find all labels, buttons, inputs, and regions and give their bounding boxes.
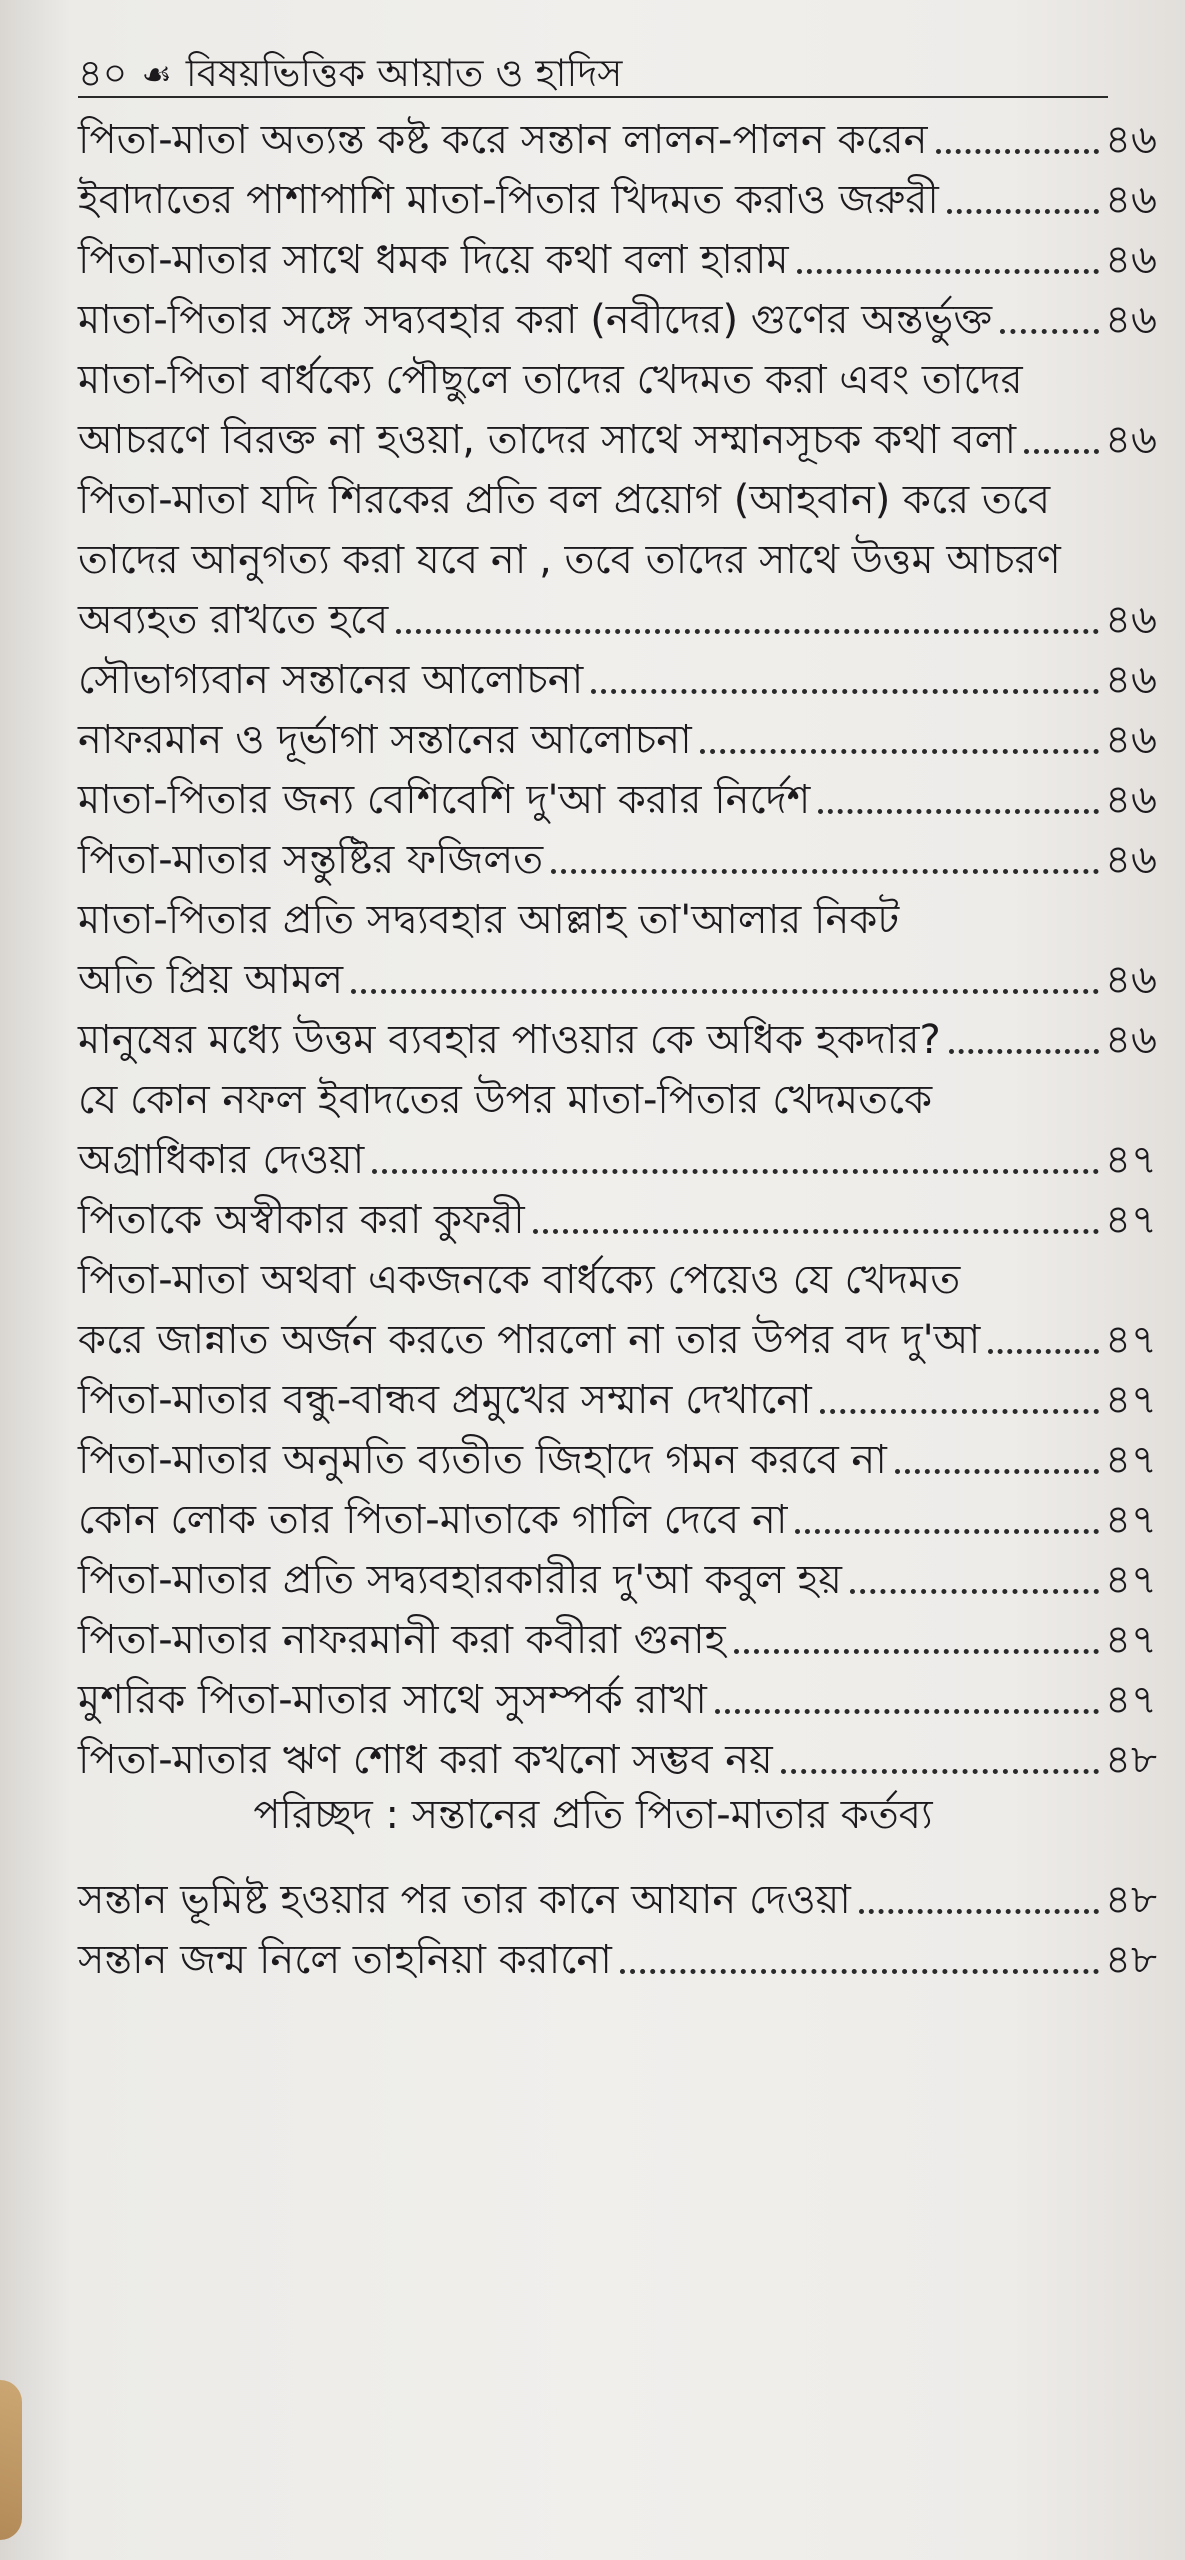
toc-entry-page: ৪৭ — [1105, 1677, 1157, 1723]
dot-leader — [795, 1529, 1099, 1534]
toc-entry-page: ৪৭ — [1105, 1437, 1157, 1483]
header-title: বিষয়ভিত্তিক আয়াত ও হাদিস — [185, 51, 623, 95]
toc-entry-page: ৪৭ — [1105, 1557, 1157, 1603]
dot-leader — [1024, 449, 1099, 454]
toc-entry-title: মাতা-পিতার সঙ্গে সদ্ব্যবহার করা (নবীদের) গুণের অন্তর্ভুক্ত — [78, 297, 993, 343]
toc-entry-title: সন্তান ভূমিষ্ট হওয়ার পর তার কানে আযান দেওয়া — [78, 1877, 851, 1923]
header-page-number: ৪০ — [78, 51, 128, 95]
dot-leader — [797, 269, 1099, 274]
toc-entry-title: পিতা-মাতা অত্যন্ত কষ্ট করে সন্তান লালন-পালন করেন — [78, 117, 928, 163]
toc-entry-title: পিতা-মাতার বন্ধু-বান্ধব প্রমুখের সম্মান দেখানো — [78, 1377, 812, 1423]
toc-entry — [78, 1360, 1185, 1423]
toc-entry — [78, 400, 1185, 463]
toc-entry-title: মাতা-পিতার প্রতি সদ্ব্যবহার আল্লাহ তা'আলার নিকট — [78, 897, 900, 943]
toc-entry-page: ৪৬ — [1105, 657, 1157, 703]
toc-entry — [78, 1600, 1185, 1663]
toc-entry-title: আচরণে বিরক্ত না হওয়া, তাদের সাথে সম্মানসূচক কথা বলা — [78, 417, 1017, 463]
toc-entry-page: ৪৭ — [1105, 1617, 1157, 1663]
toc-entry — [78, 340, 1185, 403]
toc-entry — [78, 1240, 1185, 1303]
toc-entry — [78, 220, 1185, 283]
dot-leader — [818, 809, 1099, 814]
toc-entry-page: ৪৮ — [1105, 1737, 1157, 1783]
toc-entry-page: ৪৭ — [1105, 1377, 1157, 1423]
toc-entry — [78, 1860, 1185, 1923]
toc-entry-page: ৪৬ — [1105, 417, 1157, 463]
toc-entry — [78, 460, 1185, 523]
toc-entry-title: পিতা-মাতার নাফরমানী করা কবীরা গুনাহ — [78, 1617, 726, 1663]
toc-entry-page: ৪৬ — [1105, 717, 1157, 763]
toc-entry — [78, 1000, 1185, 1063]
toc-entry-title: অগ্রাধিকার দেওয়া — [78, 1137, 365, 1183]
running-header — [78, 30, 1108, 95]
toc-entry-title: সৌভাগ্যবান সন্তানের আলোচনা — [78, 657, 584, 703]
dot-leader — [591, 689, 1099, 694]
toc-entry — [78, 760, 1185, 823]
ornament-icon: ☙ — [141, 55, 172, 95]
toc-entry-page: ৪৬ — [1105, 777, 1157, 823]
toc-entry-title: পিতাকে অস্বীকার করা কুফরী — [78, 1197, 525, 1243]
toc-entry-title: করে জান্নাত অর্জন করতে পারলো না তার উপর বদ দু'আ — [78, 1317, 981, 1363]
toc-entry — [78, 280, 1185, 343]
toc-entry — [78, 100, 1185, 163]
toc-entry-page: ৪৭ — [1105, 1197, 1157, 1243]
toc-entry — [78, 1180, 1185, 1243]
toc-entry-page: ৪৬ — [1105, 1017, 1157, 1063]
toc-entry — [78, 580, 1185, 643]
toc-entry — [78, 520, 1185, 583]
dot-leader — [947, 209, 1099, 214]
dot-leader — [988, 1349, 1099, 1354]
toc-entry-page: ৪৭ — [1105, 1137, 1157, 1183]
toc-entry — [78, 1120, 1185, 1183]
toc-entry-title: কোন লোক তার পিতা-মাতাকে গালি দেবে না — [78, 1497, 788, 1543]
toc-entry-page: ৪৭ — [1105, 1317, 1157, 1363]
toc-entry-page: ৪৬ — [1105, 597, 1157, 643]
dot-leader — [715, 1709, 1099, 1714]
toc-entry — [78, 1300, 1185, 1363]
section-heading: পরিচ্ছদ : সন্তানের প্রতি পিতা-মাতার কর্তব্য — [253, 1792, 933, 1838]
toc-entry-title: পিতা-মাতার সাথে ধমক দিয়ে কথা বলা হারাম — [78, 237, 789, 283]
toc-entry — [78, 1660, 1185, 1723]
toc-entry — [78, 1060, 1185, 1123]
dot-leader — [895, 1469, 1099, 1474]
toc-entry — [78, 640, 1185, 703]
toc-entry-title: অব্যহত রাখতে হবে — [78, 597, 389, 643]
toc-entry-title: পিতা-মাতার ঋণ শোধ করা কখনো সম্ভব নয় — [78, 1737, 773, 1783]
toc-entry-page: ৪৬ — [1105, 837, 1157, 883]
toc-entry — [78, 940, 1185, 1003]
dot-leader — [396, 629, 1099, 634]
toc-entry-title: পিতা-মাতার অনুমতি ব্যতীত জিহাদে গমন করবে না — [78, 1437, 887, 1483]
header-rule — [78, 96, 1108, 98]
toc-entry — [78, 700, 1185, 763]
toc-entry — [78, 1540, 1185, 1603]
dot-leader — [850, 1589, 1099, 1594]
toc-entry-page: ৪৮ — [1105, 1877, 1157, 1923]
dot-leader — [351, 989, 1099, 994]
toc-entry-page: ৪৭ — [1105, 1497, 1157, 1543]
toc-entry — [78, 1720, 1185, 1783]
toc-entry-title: মুশরিক পিতা-মাতার সাথে সুসম্পর্ক রাখা — [78, 1677, 707, 1723]
toc-entry-title: পিতা-মাতার সন্তুষ্টির ফজিলত — [78, 837, 544, 883]
toc-entry — [78, 880, 1185, 943]
toc-entry-title: ইবাদাতের পাশাপাশি মাতা-পিতার খিদমত করাও জরুরী — [78, 177, 939, 223]
dot-leader — [700, 749, 1099, 754]
dot-leader — [949, 1049, 1099, 1054]
dot-leader — [551, 869, 1099, 874]
toc-entry-title: পিতা-মাতা অথবা একজনকে বার্ধক্যে পেয়েও যে খেদমত — [78, 1257, 961, 1303]
toc-entry — [78, 1920, 1185, 1983]
dot-leader — [820, 1409, 1099, 1414]
toc-entry-title: যে কোন নফল ইবাদতের উপর মাতা-পিতার খেদমতকে — [78, 1077, 933, 1123]
toc-entry — [78, 160, 1185, 223]
toc-entry-title: মাতা-পিতা বার্ধক্যে পৌছুলে তাদের খেদমত করা এবং তাদের — [78, 357, 1023, 403]
toc-entry-page: ৪৬ — [1105, 957, 1157, 1003]
dot-leader — [936, 149, 1099, 154]
toc-entry-page: ৪৬ — [1105, 177, 1157, 223]
toc-entry-page: ৪৮ — [1105, 1937, 1157, 1983]
dot-leader — [859, 1909, 1099, 1914]
toc-entry — [78, 1420, 1185, 1483]
book-edge-shadow — [0, 2380, 22, 2540]
dot-leader — [734, 1649, 1099, 1654]
dot-leader — [533, 1229, 1099, 1234]
toc-entry — [78, 820, 1185, 883]
toc-entry-page: ৪৬ — [1105, 297, 1157, 343]
toc-entry-page: ৪৬ — [1105, 237, 1157, 283]
toc-entry-title: অতি প্রিয় আমল — [78, 957, 344, 1003]
dot-leader — [781, 1769, 1099, 1774]
dot-leader — [620, 1969, 1099, 1974]
toc-entry-title: মানুষের মধ্যে উত্তম ব্যবহার পাওয়ার কে অধিক হকদার? — [78, 1017, 941, 1063]
toc-entry-page: ৪৬ — [1105, 117, 1157, 163]
dot-leader — [372, 1169, 1099, 1174]
toc-entry-title: সন্তান জন্ম নিলে তাহনিয়া করানো — [78, 1937, 612, 1983]
dot-leader — [1000, 329, 1099, 334]
toc-entry-title: পিতা-মাতার প্রতি সদ্ব্যবহারকারীর দু'আ কবুল হয় — [78, 1557, 842, 1603]
toc-entry — [78, 1480, 1185, 1543]
toc-entry-title: পিতা-মাতা যদি শিরকের প্রতি বল প্রয়োগ (আহবান) করে তবে — [78, 477, 1051, 523]
toc-entry-title: নাফরমান ও দূর্ভাগা সন্তানের আলোচনা — [78, 717, 692, 763]
toc-entry-title: তাদের আনুগত্য করা যবে না , তবে তাদের সাথে উত্তম আচরণ — [78, 537, 1061, 583]
toc-entry-title: মাতা-পিতার জন্য বেশিবেশি দু'আ করার নির্দেশ — [78, 777, 811, 823]
